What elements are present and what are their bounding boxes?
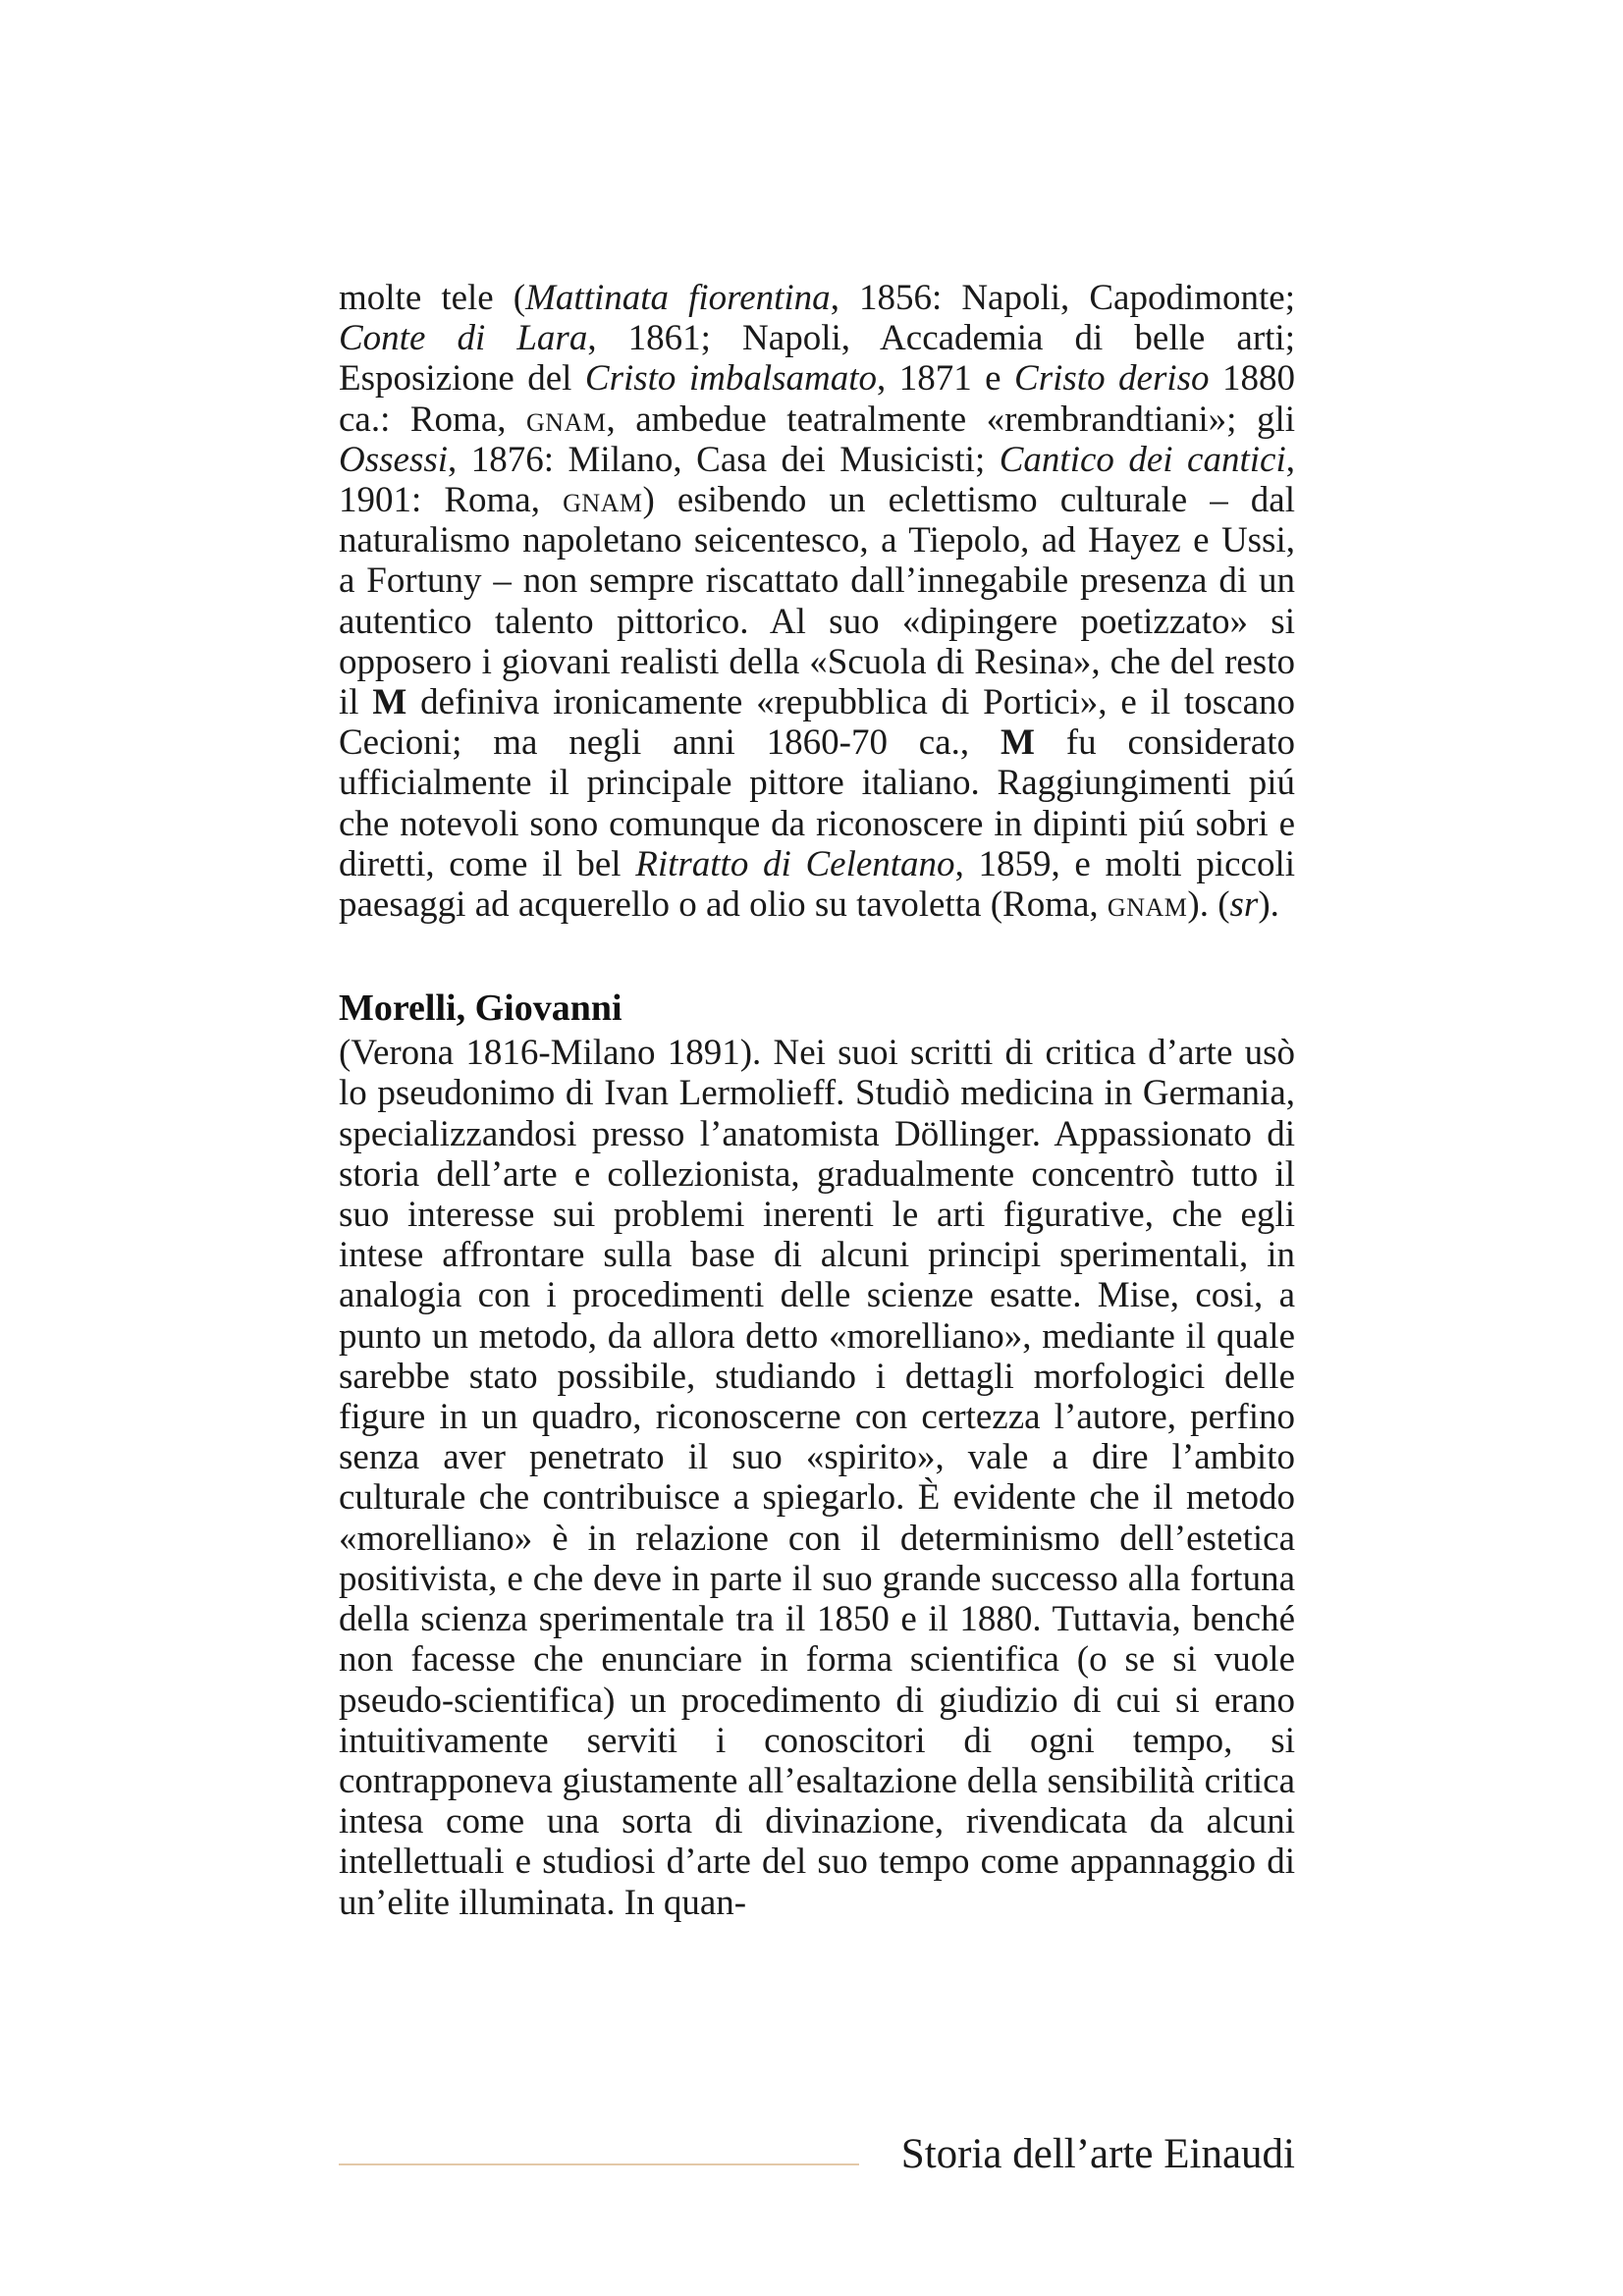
text-run: ). ( (1187, 884, 1230, 926)
entry-paragraph: (Verona 1816-Milano 1891). Nei suoi scritti di critica d’arte usò lo pseudonimo di Ivan Lermolieff. Studiò medicina in Germania, specializzandosi presso l’anatomista Döllinger. Appassionato di storia dell’arte e collezionista, gradualmente concentrò tutto il suo interesse sui problemi inerenti le arti figurative, che egli intese affrontare sulla base di alcuni principi sperimentali, in analogia con i procedimenti delle scienze esatte. Mise, cosi, a punto un metodo, da allora detto «morelliano», mediante il quale sarebbe stato possibile, studiando i dettagli morfologici delle figure in un quadro, riconoscerne con certezza l’autore, perfino senza aver penetrato il suo «spirito», vale a dire l’ambito culturale che contribuisce a spiegarlo. È evidente che il metodo «morelliano» è in relazione con il determinismo dell’estetica positivista, e che deve in parte il suo grande successo alla fortuna della scienza sperimentale tra il 1850 e il 1880. Tuttavia, benché non facesse che enunciare in forma scientifica (o se si vuole pseudo-scientifica) un procedimento di giudizio di cui si erano intuitivamente serviti i conoscitori di ogni tempo, si contrapponeva giustamente all’esaltazione della sensibilità critica intesa come una sorta di divinazione, rivendicata da alcuni intellettuali e studiosi d’arte del suo tempo come appannaggio di un’elite illuminata. In quan- (339, 1033, 1295, 1923)
subject-initial: M (372, 682, 407, 723)
artwork-title: Ossessi (339, 439, 449, 480)
page-footer (339, 2128, 1295, 2187)
text-run: , 1856: Napoli, Capodimonte; (830, 278, 1295, 318)
text-run: ). (1258, 884, 1279, 926)
text-run: 1880 ca.: Roma, (339, 358, 1295, 440)
text-run: , 1876: Milano, Casa dei Musicisti; (448, 439, 1000, 480)
artwork-title: Cristo deriso (1014, 358, 1210, 400)
museum-abbreviation: gnam (526, 399, 607, 440)
text-run: , 1901: Roma, (339, 439, 1295, 521)
artwork-title: Conte di Lara (339, 318, 588, 359)
entry-heading: Morelli, Giovanni (339, 988, 622, 1030)
artwork-title: Mattinata fiorentina (525, 278, 831, 318)
text-run: , 1861; Napoli, Accademia di belle arti; Esposizione del (339, 318, 1295, 400)
artwork-title: Cantico dei cantici (999, 439, 1286, 480)
text-run: ) esibendo un eclettismo culturale – dal naturalismo napoletano seicentesco, a Tiepolo, ad Hayez e Ussi, a Fortuny – non sempre riscattato dall’innegabile presenza di un autentico talento pittorico. Al suo «dipingere poetizzato» si opposero i giovani realisti della «Scuola di Resina», che del resto il (339, 480, 1295, 723)
footer-title: Storia dell’arte Einaudi (900, 2131, 1295, 2177)
museum-abbreviation: gnam (563, 480, 643, 521)
text-run: , 1871 e (877, 358, 1015, 400)
page-body (339, 278, 1295, 1923)
text-run: , ambedue teatralmente «rembrandtiani»; gli (606, 399, 1296, 440)
subject-initial: M (1001, 722, 1035, 764)
artwork-title: Cristo imbalsamato (584, 358, 878, 400)
text-run: molte tele ( (339, 278, 526, 318)
artwork-title: Ritratto di Celentano (635, 843, 955, 884)
text-run: fu considerato ufficialmente il principale pittore italiano. Raggiungimenti piú che notevoli sono comunque da riconoscere in dipinti piú sobri e diretti, come il bel (339, 722, 1295, 884)
entry-continuation-paragraph (339, 278, 1295, 925)
text-run: , 1859, e molti piccoli paesaggi ad acquerello o ad olio su tavoletta (Roma, (339, 843, 1296, 926)
text-run: definiva ironicamente «repubblica di Portici», e il toscano Cecioni; ma negli anni 1860-70 ca., (339, 682, 1295, 764)
footer-rule (339, 2163, 859, 2165)
museum-abbreviation: gnam (1107, 884, 1188, 926)
author-initials: sr (1229, 884, 1259, 926)
